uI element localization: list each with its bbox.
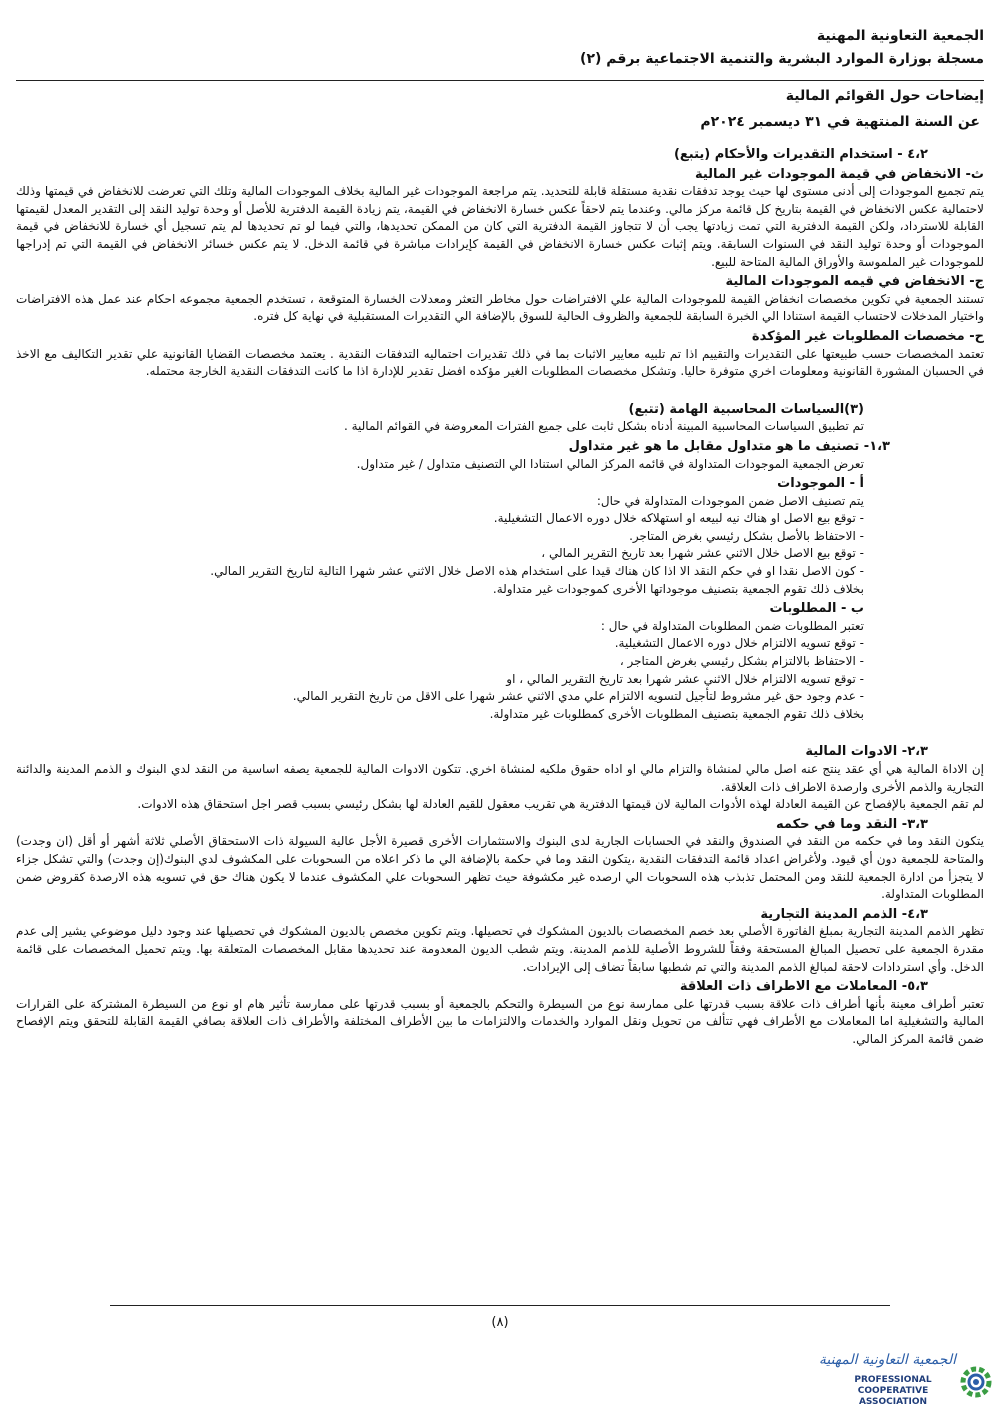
list-item: - توقع تسويه الالتزام خلال الاثني عشر شهرا بعد تاريخ التقرير المالي ، او xyxy=(506,671,864,686)
assets-intro: يتم تصنيف الاصل ضمن الموجودات المتداولة في حال: xyxy=(596,493,864,508)
list-item: - كون الاصل نقدا او في حكم النقد الا اذا كان هناك قيدا على استخدام هذه الاصل خلال الاثني عشر شهرا التالية لتاريخ التقرير المالي. xyxy=(210,564,864,579)
section-1-3-intro: تعرض الجمعية الموجودات المتداولة في قائمه المركز المالي استنادا الي التصنيف متداول / غير متداول. xyxy=(356,456,864,471)
gear-icon xyxy=(956,1358,996,1404)
doc-title: إيضاحات حول القوائم المالية xyxy=(785,88,984,104)
section-4-2-heading: ٤،٢ - استخدام التقديرات والأحكام (يتبع) xyxy=(673,147,928,162)
subsection-h-heading: ح- مخصصات المطلوبات غير المؤكدة xyxy=(751,328,984,344)
section-5-3-heading: ٥،٣- المعاملات مع الاطراف ذات العلاقة xyxy=(679,979,928,995)
notes-content xyxy=(16,144,984,1049)
page-number: (٨) xyxy=(491,1315,509,1330)
registration-line: مسجلة بوزارة الموارد البشرية والتنمية الاجتماعية برقم (٢) xyxy=(580,51,984,67)
section-4-3-body: تظهر الذمم المدينة التجارية بمبلغ الفاتورة الأصلي بعد خصم المخصصات بالديون المشكوك في تحصيلها. ويتم تكوين مخصص بالديون المشكوك في تحصيلها عند وجود دليل موضوعي يشير إلى عدم مقدرة الجمعية على تحصيل المبالغ المستحقة وفقاً للشروط الأصلية للذمم المدينة. ويتم شطب الديون المعدومة عند تحديدها مقابل المخصصات المتعلقة بها. ويتم تحميل المخصصات على قائمة الدخل. وأي استردادات لاحقة لمبالغ الذمم المدينة والتي تم شطبها سابقاً تضاف إلى الإيرادات. xyxy=(16,924,984,974)
section-3-3-heading: ٣،٣- النقد وما في حكمه xyxy=(775,816,928,832)
section-5-3-body: تعتبر أطراف معينة بأنها أطراف ذات علاقة بسبب قدرتها على ممارسة نوع من السيطرة والتحكم بالجمعية أو بسبب قدرتها على ممارسة تأثير هام او نوع من السيطرة المشتركة على القرارات المالية والتشغيلية اما المعاملات مع الأطراف فهي تتألف من تحويل ونقل الموارد والخدمات والالتزامات ما بين الأطراف المختلفة والأطراف ذات العلاقة بصافي القيمة القابلة للتحقق ويتم الإفصاح ضمن قائمة المركز المالي. xyxy=(16,996,984,1046)
section-3-3-body: يتكون النقد وما في حكمه من النقد في الصندوق والنقد في الحسابات الجارية لدى البنوك والاستثمارات الأخرى قصيرة الأجل عالية السيولة ذات الاستحقاق الأصلي ثلاثة أشهر أو أقل (ان وجدت) والمتاحة للجمعية دون أي قيود. ولأغراض اعداد قائمة التدفقات النقدية ،يتكون النقد وما في حكمة بالإضافة الي ما ذكر اعلاه من السحوبات على المكشوف لدي البنوك(إن وجدت) والتي تشكل جزاء لا يتجزأ من ادارة الجمعية للنقد ومن المحتمل تذبذب هذه السحوبات الي ارصده غير مكشوفة حيث تظهر السحوبات علي المكشوف عندما لا يكون هناك حق في تسويه هذه الارصدة كقروض ضمن المطلوبات المتداولة. xyxy=(16,834,984,902)
assets-heading: أ - الموجودات xyxy=(777,476,864,492)
section-2-3-p2: لم تقم الجمعية بالإفصاح عن القيمة العادلة لهذه الأدوات المالية لان قيمتها الدفترية هي تقريب معقول للقيم العادلة لها بشكل رئيسي بسبب قصر اجل استحقاق هذه الادوات. xyxy=(137,797,984,812)
header xyxy=(16,24,984,70)
subsection-t-heading: ث- الانخفاض في قيمة الموجودات غير المالية xyxy=(694,166,984,182)
section-4-3-heading: ٤،٣- الذمم المدينة التجارية xyxy=(760,906,928,922)
liabilities-intro: تعتبر المطلوبات ضمن المطلوبات المتداولة في حال : xyxy=(600,618,864,633)
list-item: - توقع بيع الاصل خلال الاثني عشر شهرا بعد تاريخ التقرير المالي ، xyxy=(541,546,864,561)
list-item: - الاحتفاظ بالأصل بشكل رئيسي بغرض المتاجر. xyxy=(629,528,864,543)
list-item: - الاحتفاظ بالالتزام بشكل رئيسي بغرض المتاجر ، xyxy=(619,654,864,669)
section-3-heading: (٣)السياسات المحاسبية الهامة (تتبع) xyxy=(628,401,864,417)
list-item: - عدم وجود حق غير مشروط لتأجيل لتسويه الالتزام علي مدي الاثني عشر شهرا على الاقل من تاريخ التقرير المالي. xyxy=(292,689,864,704)
list-item: - توقع بيع الاصل او هناك نيه لبيعه او استهلاكه خلال دوره الاعمال التشغيلية. xyxy=(493,511,864,526)
subsection-j-heading: ج- الانخفاض في قيمه الموجودات المالية xyxy=(725,274,984,290)
subsection-h-body: تعتمد المخصصات حسب طبيعتها على التقديرات والتقييم اذا تم تلبيه معايير الاثبات بما في ذلك تقديرات احتماليه التدفقات النقدية . يعتمد مخصصات القضايا القانونية علي تقدير التكاليف مع الاخذ في الحسبان المشورة القانونية ومعلومات اخري متوفرة حاليا. وتشكل مخصصات المطلوبات الغير مؤكده افضل تقدير للإدارة اذا ما كانت التدفقات النقدية الخارجة محتمله. xyxy=(16,346,984,379)
subsection-t-body: يتم تجميع الموجودات إلى أدنى مستوى لها حيث يوجد تدفقات نقدية مستقلة قابلة للتحديد. يتم مراجعة الموجودات غير المالية بخلاف الموجودات المالية وتلك التي تعرضت للانخفاض في قيمتها وذلك لاحتمالية عكس الانخفاض في القيمة بتاريخ كل قائمة مركز مالي. وعندما يتم لاحقاً عكس خسارة الانخفاض في القيمة، يتم زيادة القيمة الدفترية للأصل أو وحدة توليد النقد إلى التقدير المعدل لقيمتها القابلة للاسترداد، ولكن القيمة الدفترية التي تمت زيادتها يجب أن لا تتجاوز القيمة الدفترية التي كان من الممكن تحديدها، والتي فيما لو تم تحديدها لم يتم تسجيل أي خسارة للانخفاض في قيمة الموجودات أو وحدة توليد النقد في السنوات السابقة. ويتم إثبات عكس خسارة الانخفاض في القيمة كإيرادات مباشرة في قائمة الدخل. لا يتم عكس خسائر الانخفاض في القيمة التي تم إدراجها للموجودات غير الملموسة والأوراق المالية المتاحة للبيع. xyxy=(16,184,984,269)
subsection-j-body: تستند الجمعية في تكوين مخصصات انخفاض القيمة للموجودات المالية علي الافتراضات حول مخاطر التعثر ومعدلات الخسارة المتوقعة ، تستخدم الجمعية مجموعه احكام عند عمل هذه الافتراضات واختيار المدخلات لاحتساب القيمة استنادا الي الخبرة السابقة للجمعية والظروف الحالية للسوق بالإضافة الي التقديرات المستقبلية في نهاية كل فتره. xyxy=(16,291,984,324)
doc-period: عن السنة المنتهية في ٣١ ديسمبر ٢٠٢٤م xyxy=(700,114,980,130)
header-divider xyxy=(16,80,984,81)
assets-outro: بخلاف ذلك تقوم الجمعية بتصنيف موجوداتها الأخرى كموجودات غير متداولة. xyxy=(492,581,864,596)
logo-arabic-text: الجمعية التعاونية المهنية xyxy=(818,1352,956,1368)
assets-list xyxy=(16,510,864,580)
association-logo xyxy=(796,1352,996,1408)
org-name: الجمعية التعاونية المهنية xyxy=(816,28,984,44)
list-item: - توقع تسويه الالتزام خلال دوره الاعمال التشغيلية. xyxy=(614,636,864,651)
liabilities-list xyxy=(16,635,864,705)
section-2-3-heading: ٢،٣- الادوات المالية xyxy=(805,744,928,760)
footer-divider xyxy=(110,1305,890,1306)
logo-english-text: PROFESSIONAL COOPERATIVE ASSOCIATION xyxy=(854,1375,932,1407)
section-2-3-p1: إن الاداة المالية هي أي عقد ينتج عنه اصل مالي لمنشاة والتزام مالي او اداه حقوق ملكيه لمنشاة اخري. تتكون الادوات المالية للجمعية يصفه اساسية من النقد لدي البنوك و الذمم المدينة والدائنة التجارية والذمم الأخرى وارصدة الاطراف ذات العلاقة. xyxy=(16,762,984,794)
liabilities-heading: ب - المطلوبات xyxy=(769,601,864,617)
section-1-3-heading: ١،٣- تصنيف ما هو متداول مقابل ما هو غير متداول xyxy=(568,438,890,454)
section-3-intro: تم تطبيق السياسات المحاسبية المبينة أدناه بشكل ثابت على جميع الفترات المعروضة في القوائم المالية . xyxy=(343,419,864,434)
liabilities-outro: بخلاف ذلك تقوم الجمعية بتصنيف المطلوبات الأخرى كمطلوبات غير متداولة. xyxy=(489,706,864,721)
